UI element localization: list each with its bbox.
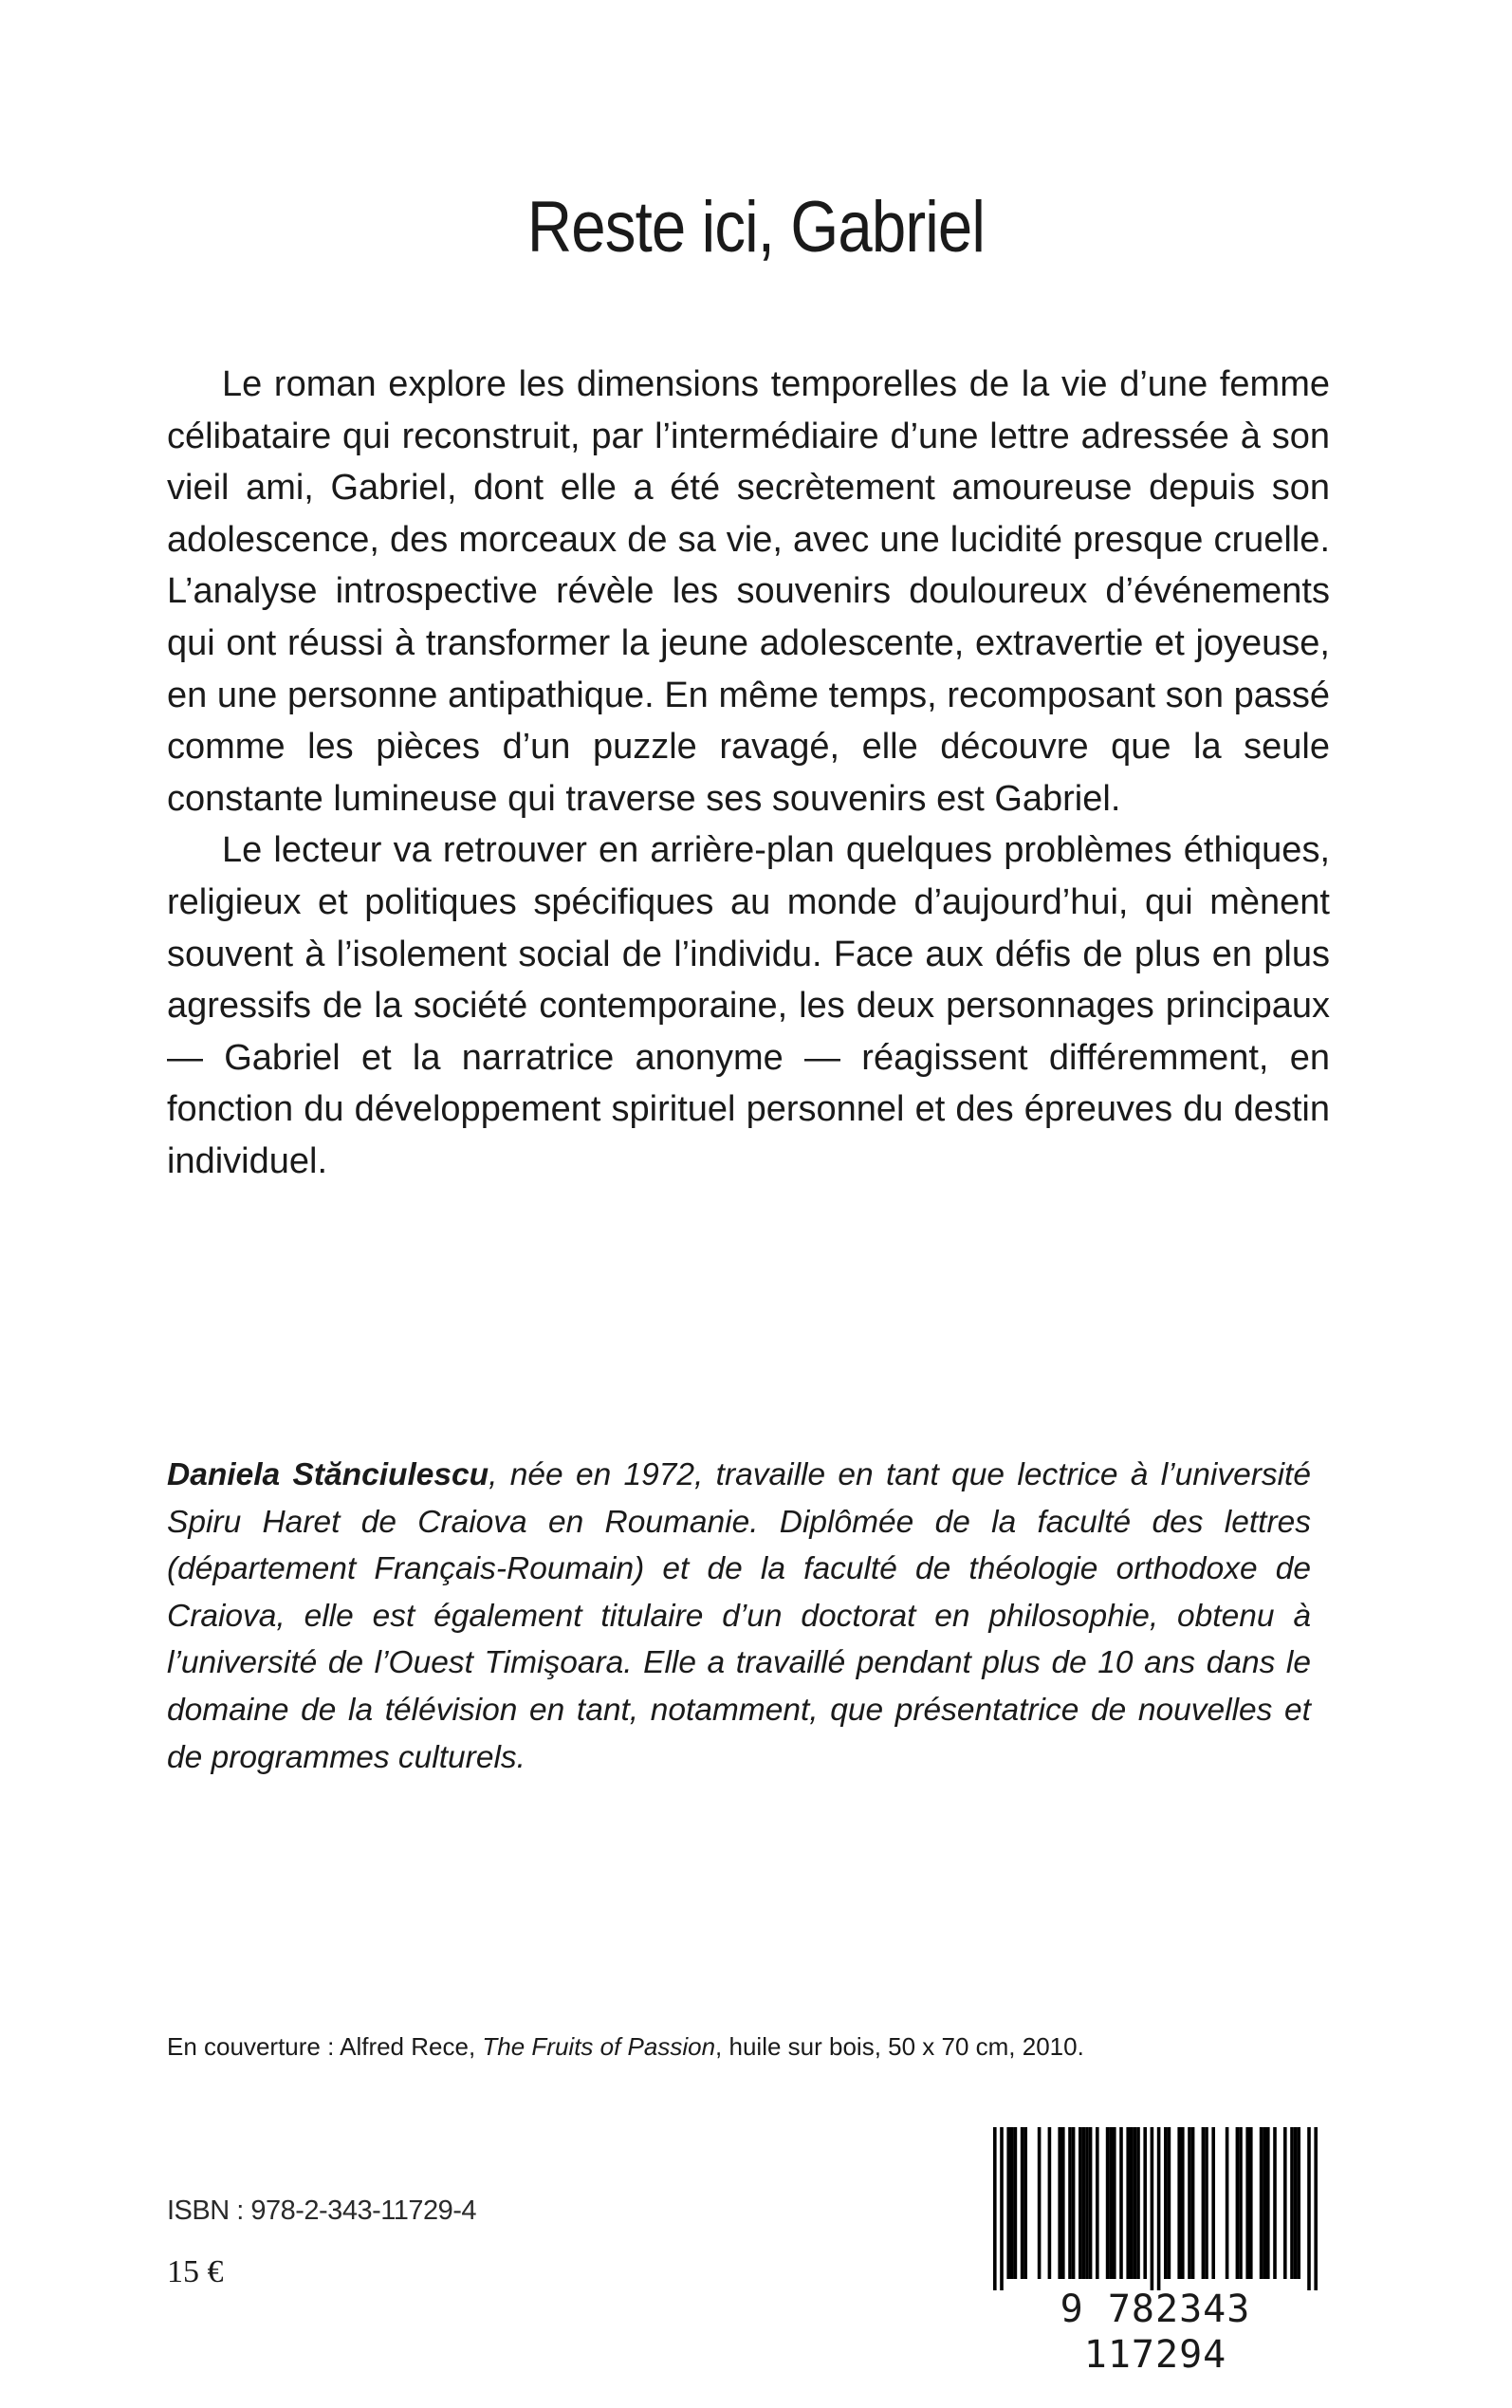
barcode-bar xyxy=(1307,2127,1311,2290)
barcode-bar xyxy=(1236,2127,1240,2279)
barcode-bar xyxy=(1072,2127,1076,2279)
barcode-bar xyxy=(1143,2127,1147,2279)
synopsis xyxy=(167,359,1330,1188)
barcode-bar xyxy=(1021,2127,1024,2279)
barcode-bar xyxy=(1266,2127,1270,2279)
barcode-bar xyxy=(1134,2127,1137,2279)
barcode-bar xyxy=(1181,2127,1185,2279)
barcode-bar xyxy=(1249,2127,1253,2279)
cover-artwork-title: The Fruits of Passion xyxy=(482,2032,716,2061)
barcode xyxy=(979,2127,1332,2377)
barcode-bar xyxy=(1109,2127,1113,2279)
barcode-bar xyxy=(1014,2127,1018,2279)
barcode-digits: 9 782343 117294 xyxy=(1060,2288,1251,2377)
author-name: Daniela Stănciulescu xyxy=(167,1457,489,1492)
barcode-bar xyxy=(1061,2127,1065,2279)
barcode-bar xyxy=(1000,2127,1004,2290)
price-label: 15 € xyxy=(167,2254,224,2289)
author-bio-text: , née en 1972, travaille en tant que lectrice à l’université Spiru Haret de Craiova en Roumanie. Diplômée de la faculté des lettres (département Français-Roumain) et de la faculté de théologie orthodoxe de Craiova, elle est également titulaire d’un doctorat en philosophie, obtenu à l’université de l’Ouest Timişoara. Elle a travaillé pendant plus de 10 ans dans le domaine de la télévision en tant, notamment, que présentatrice de nouvelles et de programmes culturels. xyxy=(167,1457,1311,1775)
barcode-bar xyxy=(1245,2127,1249,2279)
barcode-bar xyxy=(1068,2127,1072,2279)
barcode-bar xyxy=(1079,2127,1082,2279)
author-bio xyxy=(167,1452,1311,1781)
barcode-bar xyxy=(1006,2127,1010,2279)
barcode-bar xyxy=(1226,2127,1229,2279)
barcode-bar xyxy=(1294,2127,1298,2279)
barcode-bar xyxy=(1106,2127,1110,2279)
barcode-bar xyxy=(1263,2127,1266,2279)
barcode-bar xyxy=(1048,2127,1052,2279)
barcode-bar xyxy=(1188,2127,1191,2279)
synopsis-paragraph-2: Le lecteur va retrouver en arrière-plan quelques problèmes éthiques, religieux et politiques spécifiques au monde d’aujourd’hui, qui mènent souvent à l’isolement social de l’individu. Face aux défis de plus en plus agressifs de la société contemporaine, les deux personnages principaux — Gabriel et la narratrice anonyme — réagissent différemment, en fonction du développement spirituel personnel et des épreuves du destin individuel. xyxy=(167,830,1330,1181)
barcode-bar xyxy=(1297,2127,1300,2279)
barcode-bar xyxy=(1023,2127,1027,2279)
barcode-bars xyxy=(979,2127,1332,2290)
barcode-bar xyxy=(1314,2127,1318,2290)
synopsis-paragraph-1: Le roman explore les dimensions temporelles de la vie d’une femme célibataire qui reconstruit, par l’intermédiaire d’une lettre adressée à son vieil ami, Gabriel, dont elle a été secrètement amoureuse depuis son adolescence, des morceaux de sa vie, avec une lucidité presque cruelle. L’analyse introspective révèle les souvenirs douloureux d’événements qui ont réussi à transformer la jeune adolescente, extravertie et joyeuse, en une personne antipathique. En même temps, recomposant son passé comme les pièces d’un puzzle ravagé, elle découvre que la seule constante lumineuse qui traverse ses souvenirs est Gabriel. xyxy=(167,364,1330,819)
book-title: Reste ici, Gabriel xyxy=(526,187,986,268)
cover-credit-prefix: En couverture : Alfred Rece, xyxy=(167,2032,483,2061)
cover-credit xyxy=(167,2030,1400,2063)
barcode-bar xyxy=(1211,2127,1215,2279)
barcode-bar xyxy=(1273,2127,1277,2279)
barcode-bar xyxy=(1082,2127,1086,2279)
barcode-bar xyxy=(1191,2127,1195,2279)
barcode-bar xyxy=(1290,2127,1294,2279)
barcode-bar xyxy=(1205,2127,1208,2279)
barcode-bar xyxy=(1151,2127,1154,2290)
barcode-bar xyxy=(1126,2127,1130,2279)
barcode-bar xyxy=(1113,2127,1116,2279)
barcode-bar xyxy=(993,2127,997,2290)
barcode-bar xyxy=(1096,2127,1099,2279)
barcode-bar xyxy=(1089,2127,1093,2279)
barcode-bar xyxy=(1177,2127,1181,2279)
barcode-bar xyxy=(1260,2127,1263,2279)
barcode-bar xyxy=(1038,2127,1042,2279)
barcode-bar xyxy=(1164,2127,1168,2279)
barcode-bar xyxy=(1283,2127,1287,2279)
isbn-label: ISBN : 978-2-343-11729-4 xyxy=(167,2195,477,2226)
barcode-bar xyxy=(1136,2127,1140,2279)
barcode-bar xyxy=(1202,2127,1206,2279)
barcode-bar xyxy=(1058,2127,1061,2279)
barcode-bar xyxy=(1130,2127,1134,2279)
barcode-bar xyxy=(1157,2127,1161,2290)
barcode-bar xyxy=(1239,2127,1243,2279)
barcode-bar xyxy=(1085,2127,1089,2279)
barcode-bar xyxy=(1119,2127,1123,2279)
barcode-bar xyxy=(1168,2127,1171,2279)
cover-credit-suffix: , huile sur bois, 50 x 70 cm, 2010. xyxy=(715,2032,1084,2061)
barcode-bar xyxy=(1010,2127,1014,2279)
